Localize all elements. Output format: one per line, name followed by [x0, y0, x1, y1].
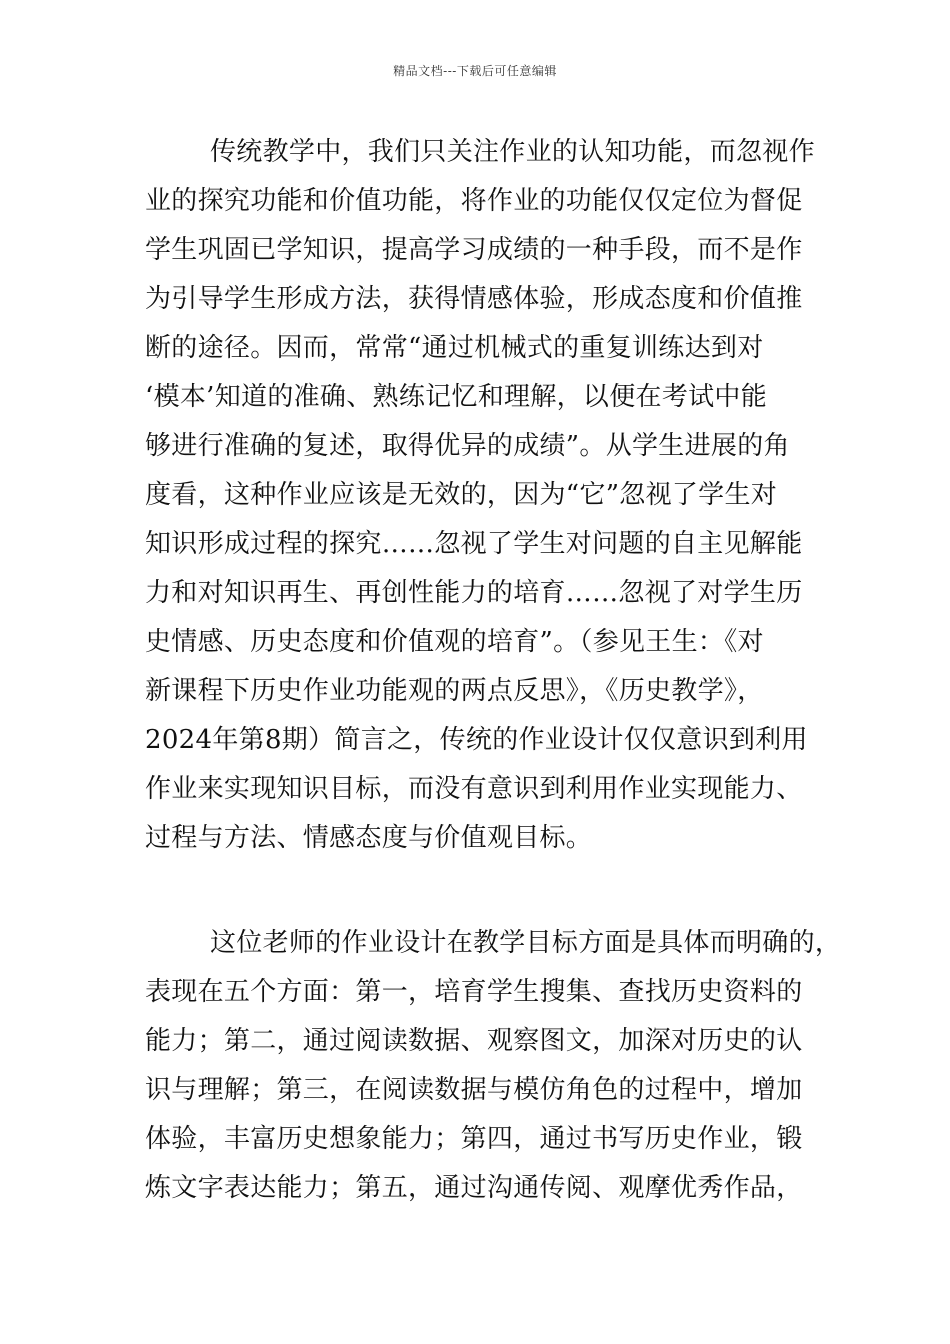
- paragraph-line: 传统教学中，我们只关注作业的认知功能，而忽视作: [210, 137, 815, 167]
- paragraph-line: 表现在五个方面：第一，培育学生搜集、查找历史资料的: [145, 977, 803, 1007]
- paragraph-line: 度看，这种作业应该是无效的，因为“它”忽视了学生对: [145, 480, 778, 510]
- paragraph-line: 为引导学生形成方法，获得情感体验，形成态度和价值推: [145, 284, 803, 314]
- paragraph-line: 够进行准确的复述，取得优异的成绩”。从学生进展的角: [145, 431, 790, 461]
- paragraph-line: 业的探究功能和价值功能，将作业的功能仅仅定位为督促: [145, 186, 803, 216]
- paragraph-line: 新课程下历史作业功能观的两点反思》，《历史教学》，: [145, 676, 764, 706]
- paragraph-line: 炼文字表达能力；第五，通过沟通传阅、观摩优秀作品，: [145, 1173, 803, 1203]
- paragraph-line: 力和对知识再生、再创性能力的培育……忽视了对学生历: [145, 578, 803, 608]
- paragraph-line: 2024年第8期）简言之，传统的作业设计仅仅意识到利用: [145, 725, 808, 755]
- paragraph-line: 作业来实现知识目标，而没有意识到利用作业实现能力、: [145, 774, 803, 804]
- paragraph-line: 史情感、历史态度和价值观的培育”。（参见王生：《对: [145, 627, 764, 657]
- paragraph-line: ‘模本’知道的准确、熟练记忆和理解，以便在考试中能: [145, 382, 768, 412]
- paragraph-line: 断的途径。因而，常常“通过机械式的重复训练达到对: [145, 333, 764, 363]
- paragraph-line: 过程与方法、情感态度与价值观目标。: [145, 823, 593, 853]
- paragraph-line: 这位老师的作业设计在教学目标方面是具体而明确的，: [210, 928, 842, 958]
- paragraph-line: 能力；第二，通过阅读数据、观察图文，加深对历史的认: [145, 1026, 803, 1056]
- paragraph-line: 学生巩固已学知识，提高学习成绩的一种手段，而不是作: [145, 235, 803, 265]
- paragraph-line: 体验，丰富历史想象能力；第四，通过书写历史作业，锻: [145, 1124, 803, 1154]
- page-header: 精品文档---下载后可任意编辑: [393, 64, 557, 78]
- paragraph-line: 知识形成过程的探究……忽视了学生对问题的自主见解能: [145, 529, 803, 559]
- paragraph-line: 识与理解；第三，在阅读数据与模仿角色的过程中，增加: [145, 1075, 803, 1105]
